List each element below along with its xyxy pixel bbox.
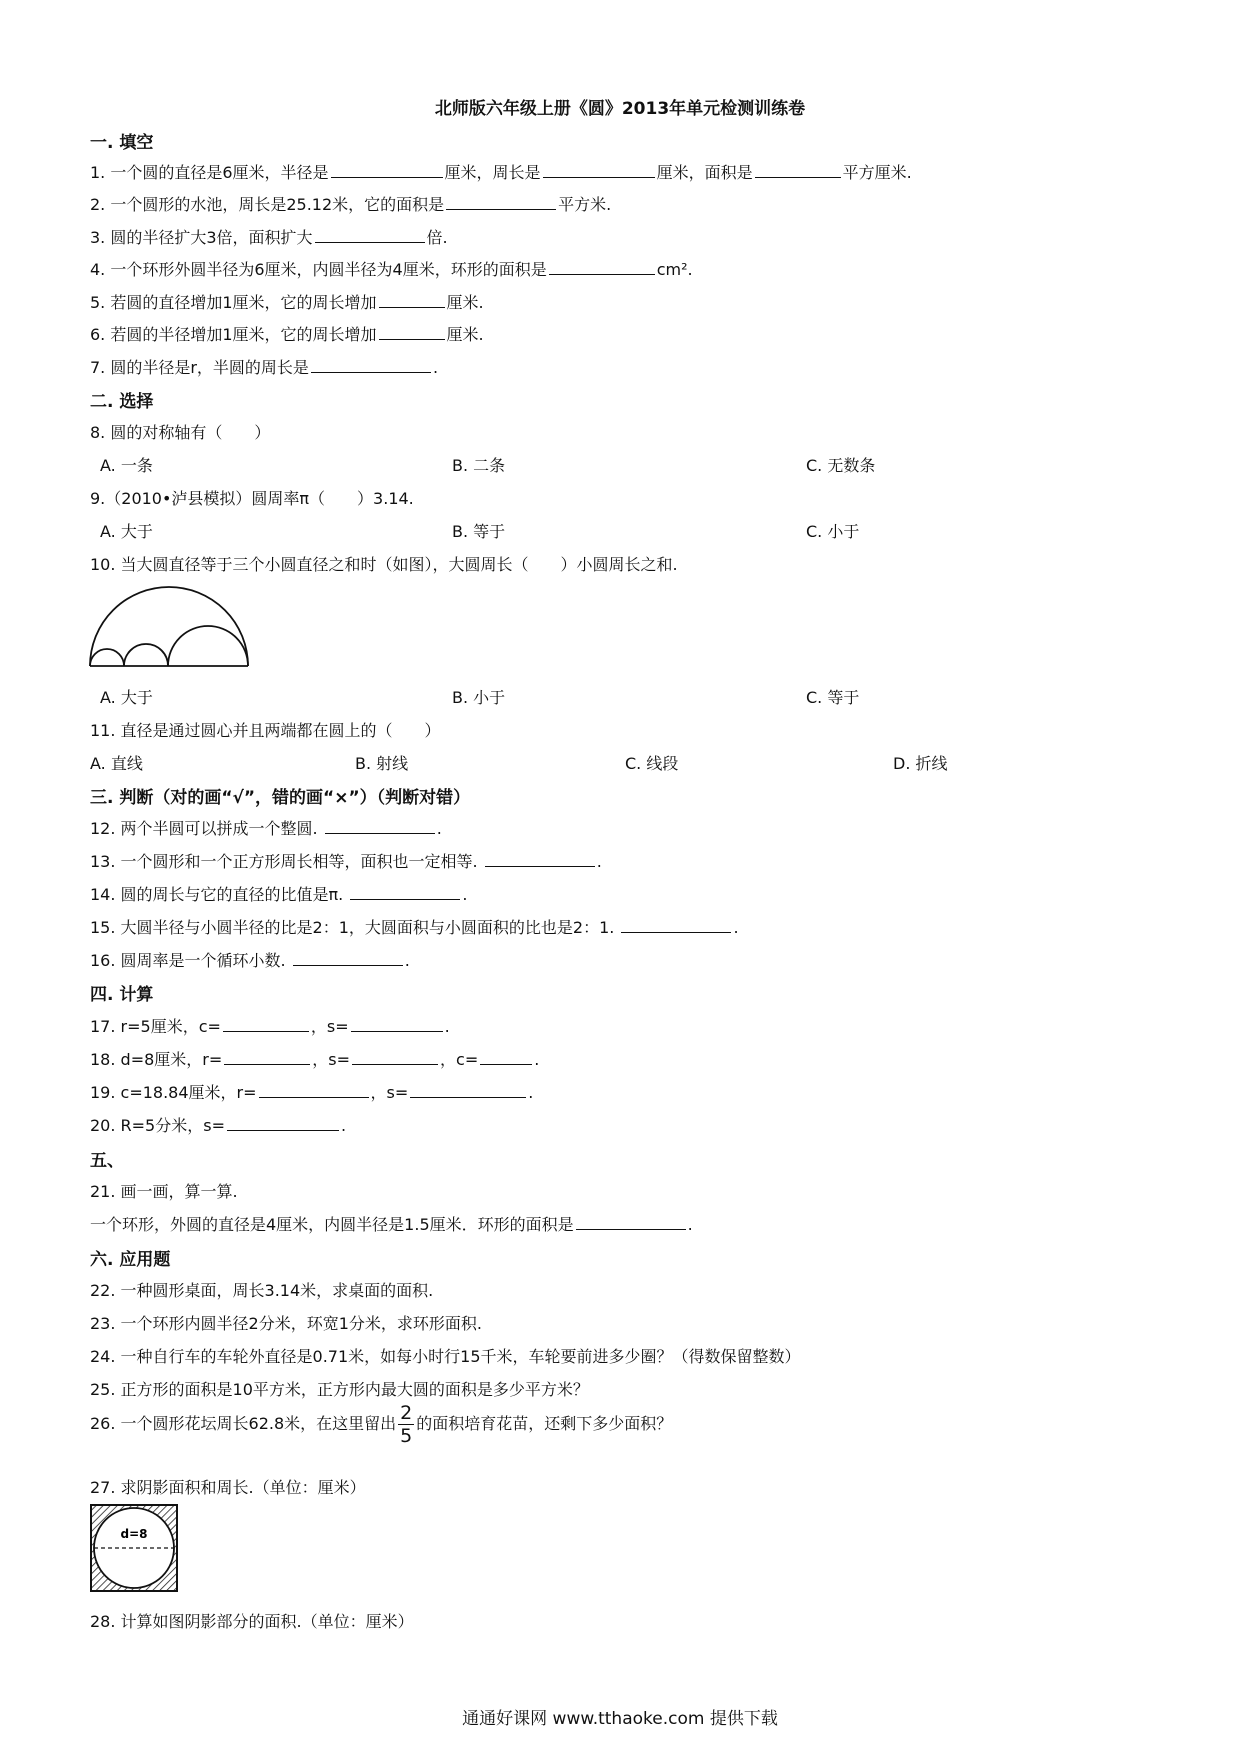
- diameter-label: d=8: [120, 1527, 148, 1541]
- question-9: 9.（2010•泸县模拟）圆周率π（ ）3.14.: [90, 489, 414, 508]
- answer-blank[interactable]: [351, 1017, 443, 1032]
- option-a[interactable]: A. 一条: [100, 456, 153, 475]
- section-heading-choice: 二. 选择: [90, 392, 154, 412]
- answer-blank[interactable]: [259, 1083, 369, 1098]
- answer-blank[interactable]: [325, 819, 435, 834]
- question-19: 19. c=18.84厘米，r= ，s= .: [90, 1083, 534, 1102]
- question-4: 4. 一个环形外圆半径为6厘米，内圆半径为4厘米，环形的面积是 cm².: [90, 260, 693, 279]
- question-28: 28. 计算如图阴影部分的面积.（单位：厘米）: [90, 1612, 414, 1631]
- answer-blank[interactable]: [352, 1050, 438, 1065]
- option-a[interactable]: A. 直线: [90, 754, 143, 773]
- question-17: 17. r=5厘米，c= ，s= .: [90, 1017, 450, 1036]
- answer-blank[interactable]: [446, 195, 556, 210]
- fraction: $\frac{2}{5}$: [400, 1402, 413, 1447]
- answer-blank[interactable]: [485, 852, 595, 867]
- answer-blank[interactable]: [331, 163, 443, 178]
- question-23: 23. 一个环形内圆半径2分米，环宽1分米，求环形面积.: [90, 1314, 482, 1333]
- answer-blank[interactable]: [549, 260, 655, 275]
- question-21: 21. 画一画，算一算.: [90, 1182, 238, 1201]
- option-b[interactable]: B. 射线: [355, 754, 409, 773]
- question-7: 7. 圆的半径是r，半圆的周长是 .: [90, 358, 439, 377]
- answer-blank[interactable]: [293, 951, 403, 966]
- question-1: 1. 一个圆的直径是6厘米，半径是 厘米，周长是 厘米，面积是 平方厘米.: [90, 163, 912, 182]
- question-11: 11. 直径是通过圆心并且两端都在圆上的（ ）: [90, 721, 441, 740]
- question-12: 12. 两个半圆可以拼成一个整圆. .: [90, 819, 442, 838]
- question-24: 24. 一种自行车的车轮外直径是0.71米，如每小时行15千米，车轮要前进多少圈？（得数保留整数）: [90, 1347, 801, 1366]
- question-5: 5. 若圆的直径增加1厘米，它的周长增加 厘米.: [90, 293, 484, 312]
- option-c[interactable]: C. 小于: [806, 522, 860, 541]
- option-d[interactable]: D. 折线: [893, 754, 948, 773]
- question-27: 27. 求阴影面积和周长.（单位：厘米）: [90, 1478, 366, 1497]
- section-heading-applications: 六. 应用题: [90, 1250, 171, 1270]
- footer-source: 通通好课网 www.tthaoke.com 提供下载: [462, 1709, 778, 1729]
- option-b[interactable]: B. 二条: [452, 456, 506, 475]
- question-18: 18. d=8厘米，r= ，s= ，c= .: [90, 1050, 540, 1069]
- answer-blank[interactable]: [224, 1050, 310, 1065]
- question-13: 13. 一个圆形和一个正方形周长相等，面积也一定相等. .: [90, 852, 602, 871]
- question-20: 20. R=5分米，s= .: [90, 1116, 347, 1135]
- answer-blank[interactable]: [621, 918, 731, 933]
- answer-blank[interactable]: [480, 1050, 532, 1065]
- semicircles-figure: [88, 584, 254, 670]
- answer-blank[interactable]: [379, 325, 445, 340]
- question-21-text: 一个环形，外圆的直径是4厘米，内圆半径是1.5厘米．环形的面积是 .: [90, 1215, 693, 1234]
- answer-blank[interactable]: [311, 358, 431, 373]
- option-b[interactable]: B. 等于: [452, 522, 506, 541]
- section-heading-fill-in: 一. 填空: [90, 133, 154, 153]
- question-26: 26. 一个圆形花坛周长62.8米，在这里留出 $\frac{2}{5}$ 的面积培育花苗，还剩下多少面积？: [90, 1402, 673, 1447]
- question-25: 25. 正方形的面积是10平方米，正方形内最大圆的面积是多少平方米？: [90, 1380, 589, 1399]
- answer-blank[interactable]: [543, 163, 655, 178]
- shaded-square-circle-figure: [90, 1504, 178, 1592]
- option-a[interactable]: A. 大于: [100, 688, 153, 707]
- answer-blank[interactable]: [410, 1083, 526, 1098]
- answer-blank[interactable]: [315, 228, 425, 243]
- section-heading-five: 五、: [90, 1151, 124, 1171]
- answer-blank[interactable]: [350, 885, 460, 900]
- question-16: 16. 圆周率是一个循环小数. .: [90, 951, 410, 970]
- option-b[interactable]: B. 小于: [452, 688, 506, 707]
- question-6: 6. 若圆的半径增加1厘米，它的周长增加 厘米.: [90, 325, 484, 344]
- question-15: 15. 大圆半径与小圆半径的比是2：1，大圆面积与小圆面积的比也是2：1. .: [90, 918, 739, 937]
- answer-blank[interactable]: [227, 1116, 339, 1131]
- answer-blank[interactable]: [576, 1215, 686, 1230]
- question-2: 2. 一个圆形的水池，周长是25.12米，它的面积是 平方米.: [90, 195, 612, 214]
- option-a[interactable]: A. 大于: [100, 522, 153, 541]
- answer-blank[interactable]: [223, 1017, 309, 1032]
- answer-blank[interactable]: [755, 163, 841, 178]
- question-22: 22. 一种圆形桌面，周长3.14米，求桌面的面积.: [90, 1281, 434, 1300]
- question-8: 8. 圆的对称轴有（ ）: [90, 423, 271, 442]
- page-title: 北师版六年级上册《圆》2013年单元检测训练卷: [434, 99, 806, 119]
- section-heading-calculation: 四. 计算: [90, 985, 154, 1005]
- answer-blank[interactable]: [379, 293, 445, 308]
- option-c[interactable]: C. 无数条: [806, 456, 876, 475]
- section-heading-true-false: 三. 判断（对的画“√”，错的画“×”）（判断对错）: [90, 788, 471, 808]
- option-c[interactable]: C. 线段: [625, 754, 679, 773]
- question-10: 10. 当大圆直径等于三个小圆直径之和时（如图），大圆周长（ ）小圆周长之和.: [90, 555, 678, 574]
- option-c[interactable]: C. 等于: [806, 688, 860, 707]
- question-3: 3. 圆的半径扩大3倍，面积扩大 倍.: [90, 228, 448, 247]
- question-14: 14. 圆的周长与它的直径的比值是π. .: [90, 885, 468, 904]
